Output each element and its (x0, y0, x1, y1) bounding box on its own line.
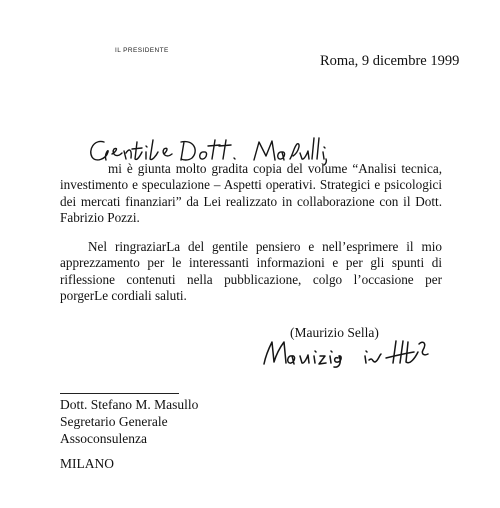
handwritten-signature (262, 338, 437, 368)
signer-name: (Maurizio Sella) (290, 325, 379, 340)
paragraph-1-text: mi è giunta molto gradita copia del volume “Analisi tecnica, investimento e speculazione – Aspetti operativi. Strategici e psicologici dei mercati finanziari” da Lei realizzato in collaborazione con il Dott. Fabrizio Pozzi. (60, 161, 442, 225)
recipient-city: MILANO (60, 456, 114, 471)
recipient-organization: Assoconsulenza (60, 431, 147, 446)
recipient-title: Segretario Generale (60, 414, 168, 429)
letterhead: IL PRESIDENTE (115, 47, 169, 54)
letter-date: Roma, 9 dicembre 1999 (320, 53, 460, 69)
signature-divider-line (60, 393, 179, 394)
recipient-name: Dott. Stefano M. Masullo (60, 397, 199, 412)
paragraph-1 (60, 161, 442, 226)
paragraph-2 (60, 239, 442, 304)
paragraph-2-text: Nel ringraziarLa del gentile pensiero e nell’esprimere il mio apprezzamento per le interessanti informazioni e per gli spunti di riflessione contenuti nella pubblicazione, colgo l’occasione per porgerLe cordiali saluti. (60, 239, 442, 303)
